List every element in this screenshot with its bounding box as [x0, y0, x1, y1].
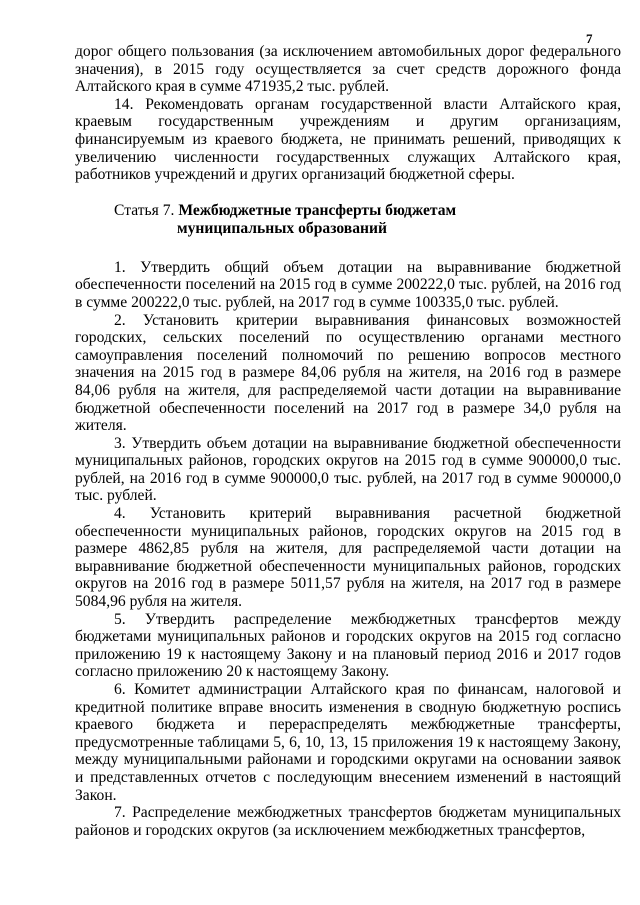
- article-heading: [75, 202, 621, 239]
- page-number: 7: [586, 31, 593, 46]
- article-item-3: 3. Утвердить объем дотации на выравнивание бюджетной обеспеченности муниципальных районов, городских округов на 2015 год в сумме 900000,0 тыс. рублей, на 2016 год в сумме 900000,0 тыс. рублей, на 2017 год в сумме 900000,0 тыс. рублей.: [75, 434, 621, 505]
- article-item-5: 5. Утвердить распределение межбюджетных трансфертов между бюджетами муниципальных районов и городских округов на 2015 год согласно приложению 19 к настоящему Закону и на плановый период 2016 и 2017 годов согласно приложению 20 к настоящему Закону.: [75, 610, 621, 681]
- document-body: [75, 43, 621, 839]
- article-item-6: 6. Комитет администрации Алтайского края по финансам, налоговой и кредитной политике вправе вносить изменения в сводную бюджетную роспись краевого бюджета и перераспределять межбюджетные трансферты, предусмотренные таблицами 5, 6, 10, 13, 15 приложения 19 к настоящему Закону, между муниципальными районами и городскими округами на основании заявок и представленных отчетов с последующим внесением изменений в настоящий Закон.: [75, 681, 621, 804]
- article-label: Статья 7.: [114, 201, 175, 219]
- article-title-line2: муниципальных образований: [177, 220, 387, 238]
- article-item-4: 4. Установить критерий выравнивания расчетной бюджетной обеспеченности муниципальных районов, городских округов на 2015 год в размере 4862,85 рубля на жителя, для распределяемой части дотации на выравнивание бюджетной обеспеченности муниципальных районов, городских округов на 2016 год в размере 5011,57 рубля на жителя, на 2017 год в размере 5084,96 рубля на жителя.: [75, 505, 621, 611]
- article-item-1: 1. Утвердить общий объем дотации на выравнивание бюджетной обеспеченности поселений на 2015 год в сумме 200222,0 тыс. рублей, на 2016 год в сумме 200222,0 тыс. рублей, на 2017 год в сумме 100335,0 тыс. рублей.: [75, 258, 621, 311]
- article-item-2: 2. Установить критерии выравнивания финансовых возможностей городских, сельских поселений по осуществлению органами местного самоуправления поселений полномочий по решению вопросов местного значения на 2015 год в размере 84,06 рубля на жителя, на 2016 год в размере 84,06 рубля на жителя, для распределяемой части дотации на выравнивание бюджетной обеспеченности поселений на 2017 год в размере 34,0 рубля на жителя.: [75, 311, 621, 435]
- article-item-7: 7. Распределение межбюджетных трансфертов бюджетам муниципальных районов и городских округов (за исключением межбюджетных трансфертов,: [75, 804, 621, 839]
- paragraph-item-14: 14. Рекомендовать органам государственной власти Алтайского края, краевым государственным учреждениям и другим организациям, финансируемым из краевого бюджета, не принимать решений, приводящих к увеличению численности государственных служащих Алтайского края, работников учреждений и других организаций бюджетной сферы.: [75, 95, 621, 184]
- paragraph-continuation: дорог общего пользования (за исключением автомобильных дорог федерального значения), в 2015 году осуществляется за счет средств дорожного фонда Алтайского края в сумме 471935,2 тыс. рублей.: [75, 43, 621, 96]
- article-title-line1: Межбюджетные трансферты бюджетам: [178, 201, 457, 219]
